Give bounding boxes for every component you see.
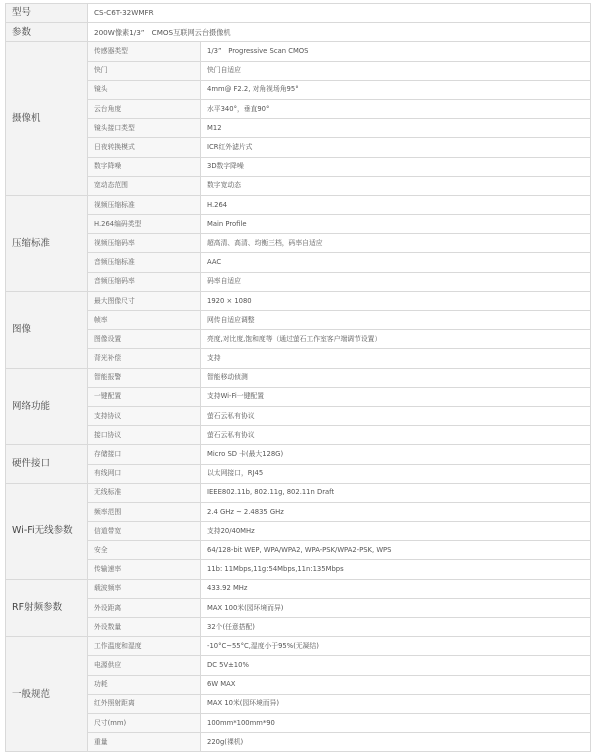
spec-row [6,176,591,195]
spec-label: H.264编码类型 [88,215,201,234]
section-title: 压缩标准 [6,195,88,291]
spec-row [6,694,591,713]
section-title: 摄像机 [6,42,88,196]
spec-row [6,445,591,464]
spec-label: 音频压缩标准 [88,253,201,272]
spec-row [6,541,591,560]
spec-label: 功耗 [88,675,201,694]
spec-row [6,464,591,483]
section-title: 网络功能 [6,368,88,445]
section-title: 图像 [6,291,88,368]
spec-row [6,4,591,23]
spec-value: Micro SD 卡(最大128G) [201,445,591,464]
spec-row [6,23,591,42]
spec-label: 镜头 [88,80,201,99]
spec-value: MAX 100米(园环境而异) [201,598,591,617]
spec-row [6,138,591,157]
spec-label: 外设距离 [88,598,201,617]
spec-row [6,426,591,445]
spec-row [6,234,591,253]
spec-row [6,637,591,656]
spec-label: 云台角度 [88,99,201,118]
spec-label: 传输速率 [88,560,201,579]
spec-value: 网传自适应调整 [201,311,591,330]
spec-value: M12 [201,119,591,138]
spec-row [6,215,591,234]
spec-value: 支持Wi-Fi一键配置 [201,387,591,406]
spec-value: 萤石云私有协议 [201,426,591,445]
spec-label: 信道带宽 [88,522,201,541]
spec-label: 背光补偿 [88,349,201,368]
spec-row [6,157,591,176]
spec-label: 载波频率 [88,579,201,598]
spec-row [6,368,591,387]
spec-value: 220g(裸机) [201,733,591,752]
spec-label: 无线标准 [88,483,201,502]
spec-value: AAC [201,253,591,272]
spec-value: 智能移动侦测 [201,368,591,387]
spec-value: 64/128-bit WEP, WPA/WPA2, WPA-PSK/WPA2-PSK, WPS [201,541,591,560]
spec-label: 音频压缩码率 [88,272,201,291]
spec-row [6,42,591,61]
spec-value: 码率自适应 [201,272,591,291]
spec-value: 3D数字降噪 [201,157,591,176]
spec-table [5,3,591,752]
spec-label: 日夜转换模式 [88,138,201,157]
spec-row [6,598,591,617]
spec-row [6,618,591,637]
spec-row [6,291,591,310]
spec-label: 尺寸(mm) [88,713,201,732]
spec-value: 超高清、高清、均衡三档，码率自适应 [201,234,591,253]
spec-value: 11b: 11Mbps,11g:54Mbps,11n:135Mbps [201,560,591,579]
spec-value: 快门自适应 [201,61,591,80]
spec-row [6,522,591,541]
spec-value: IEEE802.11b, 802.11g, 802.11n Draft [201,483,591,502]
spec-row [6,387,591,406]
spec-row [6,80,591,99]
spec-row [6,311,591,330]
spec-value: 100mm*100mm*90 [201,713,591,732]
spec-value: 2.4 GHz ~ 2.4835 GHz [201,502,591,521]
section-title: Wi-Fi无线参数 [6,483,88,579]
spec-row [6,195,591,214]
spec-label: 视频压缩标准 [88,195,201,214]
spec-value: 433.92 MHz [201,579,591,598]
section-title: RF射频参数 [6,579,88,637]
spec-row [6,656,591,675]
spec-label: 帧率 [88,311,201,330]
spec-value: H.264 [201,195,591,214]
spec-value: 亮度,对比度,饱和度等（通过萤石工作室客户端调节设置） [201,330,591,349]
spec-value: 1920 × 1080 [201,291,591,310]
spec-value: Main Profile [201,215,591,234]
spec-label: 重量 [88,733,201,752]
spec-value: 萤石云私有协议 [201,406,591,425]
spec-label: 外设数量 [88,618,201,637]
spec-table-body [6,4,591,752]
section-value: 200W像素1/3” CMOS互联网云台摄像机 [88,23,591,42]
spec-value: ICR红外滤片式 [201,138,591,157]
spec-value: 以太网接口，RJ45 [201,464,591,483]
spec-row [6,119,591,138]
spec-row [6,99,591,118]
spec-value: MAX 10米(园环境而异) [201,694,591,713]
spec-row [6,560,591,579]
spec-label: 视频压缩码率 [88,234,201,253]
spec-row [6,330,591,349]
section-title: 硬件接口 [6,445,88,483]
spec-value: -10°C~55°C,湿度小于95%(无凝结) [201,637,591,656]
spec-label: 安全 [88,541,201,560]
spec-label: 接口协议 [88,426,201,445]
spec-row [6,349,591,368]
spec-label: 快门 [88,61,201,80]
spec-value: 水平340°，垂直90° [201,99,591,118]
spec-row [6,713,591,732]
spec-label: 数字降噪 [88,157,201,176]
spec-row [6,675,591,694]
spec-value: 6W MAX [201,675,591,694]
spec-label: 传感器类型 [88,42,201,61]
spec-value: 1/3” Progressive Scan CMOS [201,42,591,61]
spec-label: 图像设置 [88,330,201,349]
section-title: 型号 [6,4,88,23]
spec-row [6,272,591,291]
spec-row [6,733,591,752]
spec-label: 支持协议 [88,406,201,425]
spec-label: 有线网口 [88,464,201,483]
spec-label: 最大图像尺寸 [88,291,201,310]
spec-value: 支持20/40MHz [201,522,591,541]
spec-row [6,502,591,521]
spec-row [6,253,591,272]
spec-label: 红外照射距离 [88,694,201,713]
spec-value: 32个(任意搭配) [201,618,591,637]
spec-label: 智能报警 [88,368,201,387]
spec-label: 频率范围 [88,502,201,521]
section-title: 参数 [6,23,88,42]
spec-label: 一键配置 [88,387,201,406]
spec-row [6,61,591,80]
spec-label: 宽动态范围 [88,176,201,195]
spec-value: DC 5V±10% [201,656,591,675]
spec-value: 支持 [201,349,591,368]
spec-value: 数字宽动态 [201,176,591,195]
spec-label: 电源供应 [88,656,201,675]
spec-value: 4mm@ F2.2, 对角视场角95° [201,80,591,99]
spec-row [6,406,591,425]
spec-row [6,579,591,598]
section-title: 一般规范 [6,637,88,752]
spec-label: 工作温度和湿度 [88,637,201,656]
spec-row [6,483,591,502]
spec-label: 存储接口 [88,445,201,464]
section-value: CS-C6T-32WMFR [88,4,591,23]
spec-label: 镜头接口类型 [88,119,201,138]
